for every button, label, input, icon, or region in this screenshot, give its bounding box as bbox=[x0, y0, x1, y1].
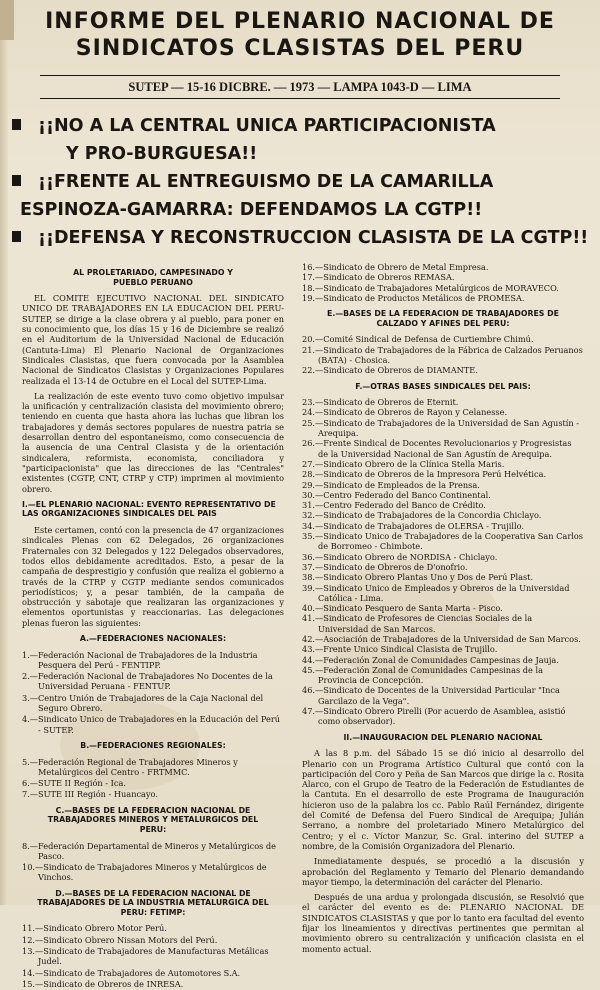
list-item: 45.—Federación Zonal de Comunidades Campesinas de la Provincia de Concepción. bbox=[302, 664, 543, 686]
section-f-heading: F.—OTRAS BASES SINDICALES DEL PAIS: bbox=[355, 381, 531, 391]
list-item: 39.—Sindicato Unico de Empleados y Obreros de la Universidad Católica - Lima. bbox=[302, 582, 570, 603]
list-b bbox=[22, 757, 284, 800]
section-2-heading: II.—INAUGURACION DEL PLENARIO NACIONAL bbox=[343, 732, 543, 742]
document-title bbox=[10, 8, 590, 62]
paragraph-resolution: Después de una ardua y prolongada discusión, se Resolvió que el carácter del evento es de: PLENARIO NACIONAL DE SINDICATOS CLASISTAS y que por lo tanto era facultad del evento fijar los lineamientos y directivas pertinentes que permitan al movimiento obrero su centralización y unificación clasista en el momento actual. bbox=[302, 892, 584, 954]
address-heading: AL PROLETARIADO, CAMPESINADO Y PUEBLO PERUANO bbox=[73, 268, 233, 287]
slogan-3-line-1: ¡¡DEFENSA Y RECONSTRUCCION CLASISTA DE LA CGTP!! bbox=[38, 228, 589, 248]
list-a bbox=[22, 650, 284, 735]
list-item: 43.—Frente Unico Sindical Clasista de Trujillo. bbox=[302, 644, 498, 655]
list-item: 36.—Sindicato Obrero de NORDISA - Chiclayo. bbox=[302, 551, 498, 562]
list-item: 20.—Comité Sindical de Defensa de Curtiembre Chimú. bbox=[302, 334, 534, 345]
list-item: 32.—Sindicato de Trabajadores de la Concordia Chiclayo. bbox=[302, 510, 542, 521]
list-item: 4.—Sindicato Unico de Trabajadores en la Educación del Perú - SUTEP. bbox=[22, 714, 281, 735]
title-line-1: INFORME DEL PLENARIO NACIONAL DE bbox=[45, 9, 555, 34]
section-c-heading: C.—BASES DE LA FEDERACION NACIONAL DE TRABAJADORES MINEROS Y METALURGICOS DEL PERU: bbox=[47, 805, 259, 834]
list-item: 35.—Sindicato Unico de Trabajadores de la Cooperativa San Carlos de Borromeo - Chimbote. bbox=[302, 531, 583, 552]
list-d bbox=[22, 923, 284, 989]
section-a-heading: A.—FEDERACIONES NACIONALES: bbox=[79, 633, 227, 643]
list-item: 24.—Sindicato de Obreros de Rayon y Celanesse. bbox=[302, 407, 508, 418]
list-item: 19.—Sindicato de Productos Metálicos de PROMESA. bbox=[302, 292, 525, 303]
section-1-heading: I.—EL PLENARIO NACIONAL: EVENTO REPRESENTATIVO DE LAS ORGANIZACIONES SINDICALES DEL PAIS bbox=[22, 499, 276, 519]
list-item: 5.—Federación Regional de Trabajadores Mineros y Metalúrgicos del Centro - FRTMMC. bbox=[22, 756, 238, 777]
list-item: 27.—Sindicato Obrero de la Clínica Stella Maris. bbox=[302, 458, 505, 469]
list-e bbox=[302, 334, 584, 375]
paper-edge bbox=[0, 0, 8, 905]
section-b-heading: B.—FEDERACIONES REGIONALES: bbox=[80, 740, 226, 750]
slogans-block bbox=[10, 112, 590, 252]
list-item: 2.—Federación Nacional de Trabajadores No Docentes de la Universidad Peruana - FENTUP. bbox=[22, 671, 273, 692]
list-item: 41.—Sindicato de Profesores de Ciencias Sociales de la Universidad de San Marcos. bbox=[302, 613, 533, 634]
list-item: 46.—Sindicato de Docentes de la Universidad Particular "Inca Garcilazo de la Vega". bbox=[302, 685, 560, 706]
list-item: 28.—Sindicato de Obreros de la Impresora Perú Helvética. bbox=[302, 469, 547, 480]
list-item: 40.—Sindicato Pesquero de Santa Marta - Pisco. bbox=[302, 603, 503, 614]
list-item: 8.—Federación Departamental de Mineros y Metalúrgicos de Pasco. bbox=[22, 840, 277, 861]
list-item: 42.—Asociación de Trabajadores de la Universidad de San Marcos. bbox=[302, 633, 581, 644]
list-item: 47.—Sindicato Obrero Pirelli (Por acuerdo de Asamblea, asistió como observador). bbox=[302, 706, 566, 727]
list-d-continued bbox=[302, 262, 584, 303]
slogan-1 bbox=[10, 112, 590, 168]
list-item: 18.—Sindicato de Trabajadores Metalúrgicos de MORAVECO. bbox=[302, 282, 559, 293]
square-bullet-icon bbox=[12, 175, 21, 186]
list-item: 15.—Sindicato de Obreros de INRESA. bbox=[22, 978, 184, 989]
list-item: 26.—Frente Sindical de Docentes Revolucionarios y Progresistas de la Universidad Nacional de San Agustín de Arequipa. bbox=[302, 438, 572, 459]
paragraph-attendance: Este certamen, contó con la presencia de 47 organizaciones sindicales Plenas con 62 Delegados, 26 organizaciones Fraternales con 32 Delegados y 122 Delegados observadores, todos ellos debidamente acreditados. Esto, a pesar de la campaña de desprestigio y confusión que realiza el gobierno a través de la CTRP y CGTP mediante sendos comunicados periodísticos; y, a pesar también, de la campaña de obstrucción y sabotaje que realizaran las organizaciones y elementos oportunistas y reaccionarias. Las delegaciones plenas fueron las siguientes: bbox=[22, 525, 284, 628]
section-e-heading: E.—BASES DE LA FEDERACION DE TRABAJADORES DE CALZADO Y AFINES DEL PERU: bbox=[327, 309, 559, 328]
left-column bbox=[22, 262, 284, 990]
title-line-2: SINDICATOS CLASISTAS DEL PERU bbox=[75, 36, 525, 61]
list-item: 6.—SUTE II Región - Ica. bbox=[22, 778, 126, 789]
paragraph-objective: La realización de este evento tuvo como objetivo impulsar la unificación y centralización clasista del movimiento obrero; teniendo en cuenta que hasta ahora las luchas que libran los trabajadores y demás sectores populares de nuestra patria se desarrollan dentro del espontaneísmo, como consecuencia de la ausencia de una Central Clasista y de la orientación sindicalera, reformista, economista, conciliadora y "participacionista" que las direcciones de las "Centrales" existentes (CGTP, CNT, CTRP y CTP) imprimen al movimiento obrero. bbox=[22, 390, 284, 494]
list-item: 21.—Sindicato de Trabajadores de la Fábrica de Calzados Peruanos (BATA) - Chosica. bbox=[302, 344, 583, 365]
paragraph-inauguration: A las 8 p.m. del Sábado 15 se dió inicio al desarrollo del Plenario con un Programa Artístico Cultural que contó con la participación del Coro y Peña de San Marcos que dirige la c. Rosita Alarco, con el Grupo de Teatro de la Federación de Estudiantes de la Cantuta. En el desarrollo de este Programa de Inauguración hicieron uso de la palabra los cc. Pablo Raúl Fernández, dirigente del Comité de Defensa del Fuero Sindical de Arequipa; Julián Serrano, a nombre del proletariado Minero Metalúrgico del Centro; y el c. Víctor Manzur, Sc. Gral. interino del SUTEP a nombre, de la Comisión Organizadora del Plenario. bbox=[302, 748, 584, 851]
list-item: 31.—Centro Federado del Banco de Crédito. bbox=[302, 500, 486, 511]
slogan-1-line-2: Y PRO-BURGUESA!! bbox=[66, 144, 258, 164]
list-f bbox=[302, 397, 584, 727]
list-item: 11.—Sindicato Obrero Motor Perú. bbox=[22, 923, 167, 934]
list-item: 13.—Sindicato de Trabajadores de Manufacturas Metálicas Judel. bbox=[22, 946, 269, 967]
list-item: 10.—Sindicato de Trabajadores Mineros y Metalúrgicos de Vinchos. bbox=[22, 862, 267, 883]
list-c bbox=[22, 841, 284, 883]
list-item: 7.—SUTE III Región - Huancayo. bbox=[22, 789, 158, 800]
slogan-2-line-1: ¡¡FRENTE AL ENTREGUISMO DE LA CAMARILLA bbox=[38, 172, 494, 192]
dateline: SUTEP — 15-16 DICBRE. — 1973 — LAMPA 1043-D — LIMA bbox=[128, 80, 472, 94]
paragraph-intro: EL COMITE EJECUTIVO NACIONAL DEL SINDICATO UNICO DE TRABAJADORES EN LA EDUCACION DEL PERU-SUTEP, se dirige a la clase obrera y al pueblo, para poner en su conocimiento que, los días 15 y 16 de Diciembre se realizó en el Auditorium de la Universidad Nacional de Educación (Cantuta-Lima) El Plenario Nacional de Organizaciones Sindicales Clasistas, que fuera convocada por la Asamblea Nacional de Sindicatos Clasistas y Organizaciones Populares realizada el 13-14 de Octubre en el Local del SUTEP-Lima. bbox=[22, 293, 284, 386]
list-item: 12.—Sindicato Obrero Nissan Motors del Perú. bbox=[22, 934, 218, 945]
slogan-2-line-2: ESPINOZA-GAMARRA: DEFENDAMOS LA CGTP!! bbox=[20, 200, 483, 220]
slogan-1-line-1: ¡¡NO A LA CENTRAL UNICA PARTICIPACIONISTA bbox=[38, 116, 496, 136]
header-rule-top bbox=[40, 75, 560, 76]
list-item: 1.—Federación Nacional de Trabajadores de la Industria Pesquera del Perú - FENTIPP. bbox=[22, 649, 258, 670]
list-item: 3.—Centro Unión de Trabajadores de la Caja Nacional del Seguro Obrero. bbox=[22, 692, 264, 714]
header-rule-bottom bbox=[40, 98, 560, 99]
list-item: 34.—Sindicato de Trabajadores de OLERSA - Trujillo. bbox=[302, 520, 524, 531]
paragraph-regulation: Inmediatamente después, se procedió a la discusión y aprobación del Reglamento y Temario del Plenario demandando mayor tiempo, la determinación del carácter del Plenario. bbox=[302, 856, 584, 887]
list-item: 22.—Sindicato de Obreros de DIAMANTE. bbox=[302, 365, 478, 376]
list-item: 14.—Sindicato de Trabajadores de Automotores S.A. bbox=[22, 967, 241, 978]
slogan-3 bbox=[10, 224, 590, 252]
square-bullet-icon bbox=[12, 119, 21, 130]
list-item: 38.—Sindicato Obrero Plantas Uno y Dos de Perú Plast. bbox=[302, 572, 534, 583]
list-item: 16.—Sindicato de Obrero de Metal Empresa. bbox=[302, 262, 489, 272]
list-item: 23.—Sindicato de Obreros de Eternit. bbox=[302, 397, 459, 408]
list-item: 25.—Sindicato de Trabajadores de la Universidad de San Agustín - Arequipa. bbox=[302, 417, 580, 439]
list-item: 44.—Federación Zonal de Comunidades Campesinas de Jauja. bbox=[302, 654, 559, 665]
slogan-2 bbox=[10, 168, 590, 224]
list-item: 30.—Centro Federado del Banco Continental. bbox=[302, 489, 491, 500]
right-column bbox=[302, 262, 584, 959]
section-d-heading: D.—BASES DE LA FEDERACION NACIONAL DE TRABAJADORES DE LA INDUSTRIA METALURGICA DEL PERU: FETIMP: bbox=[37, 888, 269, 917]
list-item: 29.—Sindicato de Empleados de la Prensa. bbox=[302, 479, 480, 490]
list-item: 37.—Sindicato de Obreros de D'onofrio. bbox=[302, 561, 468, 572]
list-item: 17.—Sindicato de Obreros REMASA. bbox=[302, 272, 455, 283]
square-bullet-icon bbox=[12, 231, 21, 242]
